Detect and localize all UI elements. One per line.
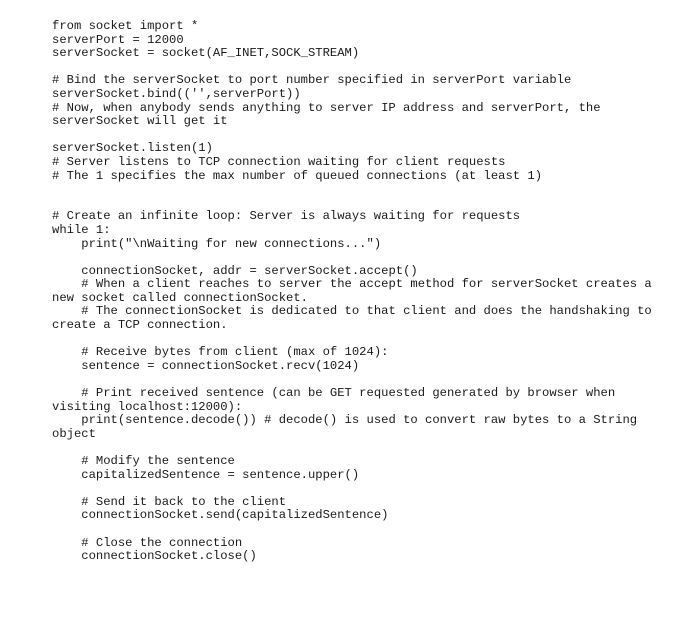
code-line bbox=[52, 333, 652, 347]
code-line: serverPort = 12000 bbox=[52, 32, 184, 47]
code-line bbox=[52, 197, 652, 211]
code-line: print(sentence.decode()) # decode() is used to convert raw bytes to a String object bbox=[52, 413, 645, 441]
code-block bbox=[52, 19, 660, 564]
code-line bbox=[52, 251, 652, 265]
code-line: serverSocket.bind(('',serverPort)) bbox=[52, 86, 301, 101]
code-line: # Receive bytes from client (max of 1024): bbox=[52, 345, 389, 360]
code-line: capitalizedSentence = sentence.upper() bbox=[52, 467, 360, 482]
code-line bbox=[52, 61, 652, 75]
code-line: # Server listens to TCP connection waiting for client requests bbox=[52, 154, 506, 169]
code-line bbox=[52, 482, 652, 496]
code-line bbox=[52, 441, 652, 455]
code-line: from socket import * bbox=[52, 19, 199, 33]
code-line: # Modify the sentence bbox=[52, 454, 235, 468]
code-line: print("\nWaiting for new connections...") bbox=[52, 236, 382, 251]
code-line: connectionSocket.send(capitalizedSentence) bbox=[52, 508, 389, 523]
code-line: connectionSocket, addr = serverSocket.accept() bbox=[52, 263, 418, 278]
code-line bbox=[52, 183, 652, 197]
code-line: sentence = connectionSocket.recv(1024) bbox=[52, 358, 360, 373]
code-line: # Send it back to the client bbox=[52, 494, 287, 509]
code-line: # The 1 specifies the max number of queued connections (at least 1) bbox=[52, 168, 543, 183]
code-line: # Close the connection bbox=[52, 535, 243, 550]
code-line: serverSocket = socket(AF_INET,SOCK_STREAM) bbox=[52, 46, 360, 61]
code-line: # When a client reaches to server the accept method for serverSocket creates a new socket called connectionSocket. bbox=[52, 277, 660, 305]
code-line bbox=[52, 373, 652, 387]
code-line bbox=[52, 523, 652, 537]
code-line: # Print received sentence (can be GET requested generated by browser when visiting localhost:12000): bbox=[52, 386, 623, 414]
code-line: # Bind the serverSocket to port number specified in serverPort variable bbox=[52, 73, 572, 88]
code-line: # Now, when anybody sends anything to server IP address and serverPort, the serverSocket will get it bbox=[52, 100, 608, 129]
code-line: serverSocket.listen(1) bbox=[52, 141, 213, 156]
code-line bbox=[52, 129, 652, 143]
code-line: connectionSocket.close() bbox=[52, 549, 257, 564]
code-line: # Create an infinite loop: Server is always waiting for requests bbox=[52, 209, 521, 224]
code-line: while 1: bbox=[52, 222, 111, 237]
code-line: # The connectionSocket is dedicated to that client and does the handshaking to create a TCP connection. bbox=[52, 304, 660, 333]
